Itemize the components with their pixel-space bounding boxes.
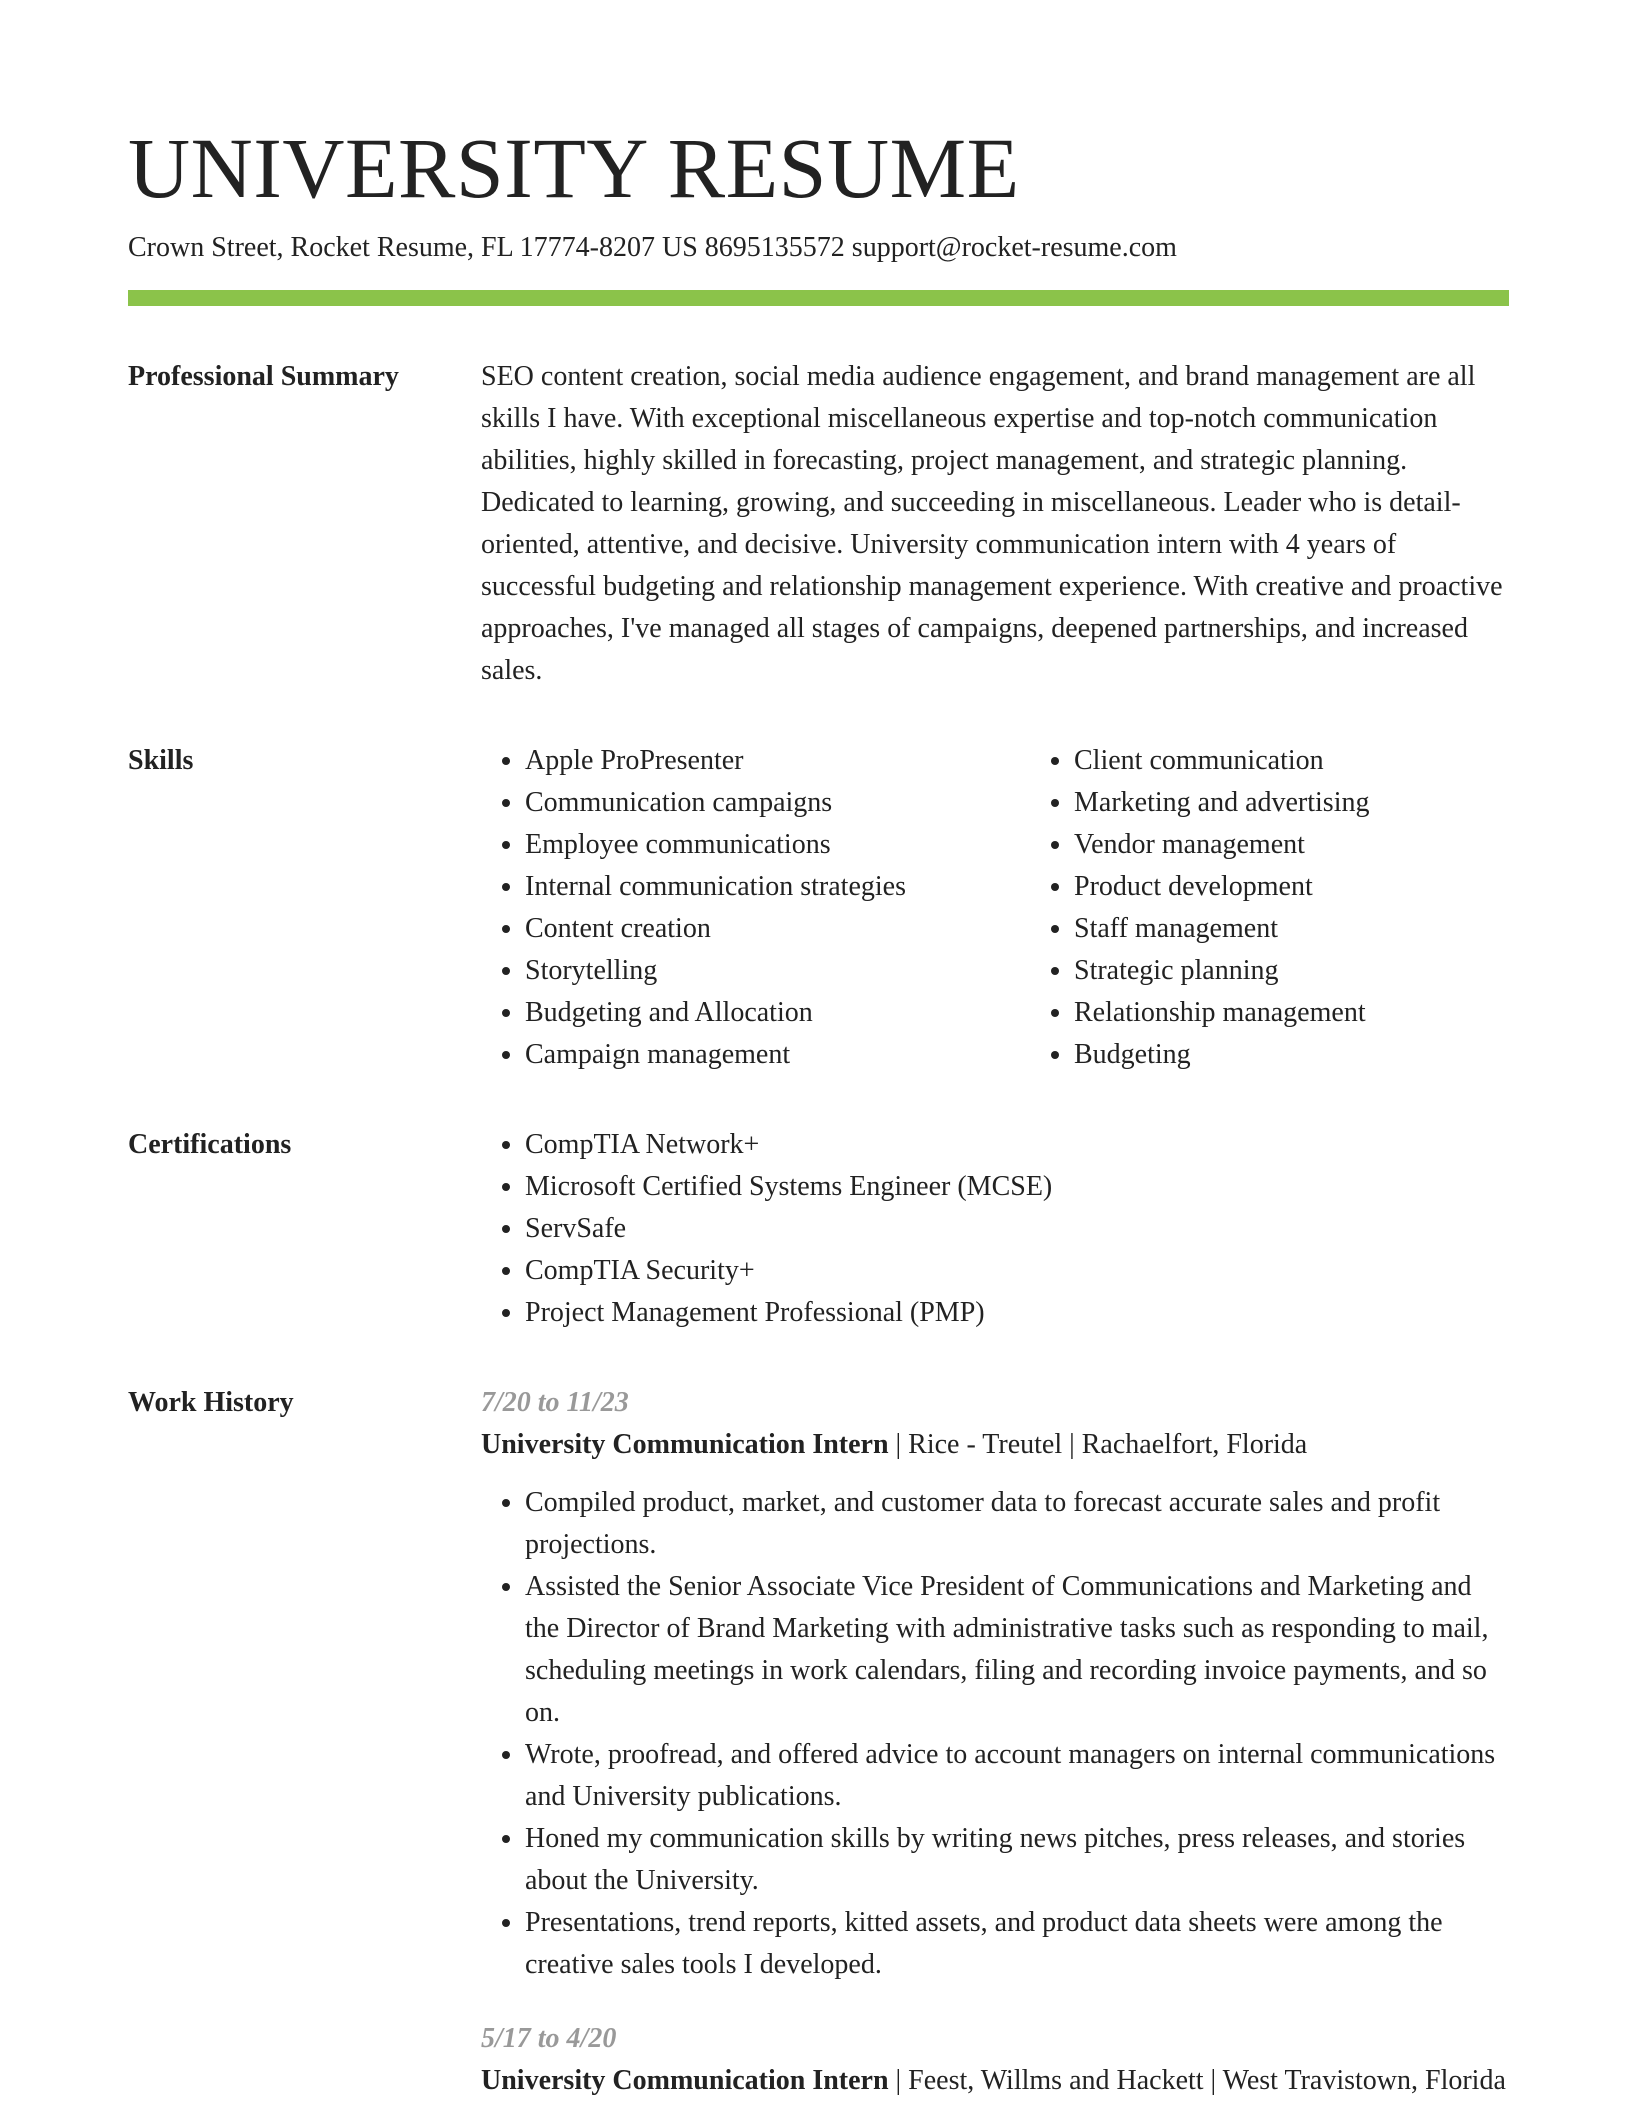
certifications-body (481, 1124, 1509, 1334)
skills-list-right (1030, 740, 1579, 1076)
certification-item: • Project Management Professional (PMP) (525, 1292, 1509, 1334)
skill-item: • Employee communications (525, 824, 1030, 866)
job-bullet: • Compiled product, market, and customer data to forecast accurate sales and profit projections. (525, 1482, 1509, 1566)
header-divider (128, 290, 1509, 306)
section-title: Certifications (128, 1129, 292, 1160)
section-title: Professional Summary (128, 361, 399, 392)
job-entry (481, 1382, 1509, 1986)
skill-item: • Content creation (525, 908, 1030, 950)
contact-line: Crown Street, Rocket Resume, FL 17774-8207 US 8695135572 support@rocket-resume.com (128, 232, 1177, 263)
resume-name: UNIVERSITY RESUME (128, 120, 1020, 216)
skill-item: • Budgeting and Allocation (525, 992, 1030, 1034)
work-history-section (128, 1382, 1509, 2102)
job-bullet: • Wrote, proofread, and offered advice to account managers on internal communications and University publications. (525, 1734, 1509, 1818)
skills-grid (481, 740, 1579, 1076)
certifications-section (128, 1124, 1509, 1334)
job-dates: 5/17 to 4/20 (481, 2023, 617, 2054)
skill-item: • Communication campaigns (525, 782, 1030, 824)
skills-section (128, 740, 1509, 1076)
certification-item: • Microsoft Certified Systems Engineer (MCSE) (525, 1166, 1509, 1208)
skill-item: • Apple ProPresenter (525, 740, 1030, 782)
skill-item: • Strategic planning (1074, 950, 1579, 992)
skill-item: • Client communication (1074, 740, 1579, 782)
skill-item: • Storytelling (525, 950, 1030, 992)
skill-item: • Vendor management (1074, 824, 1579, 866)
job-title: University Communication Intern (481, 1429, 889, 1460)
skills-list-left (481, 740, 1030, 1076)
work-history-body (481, 1382, 1509, 2102)
job-title: University Communication Intern (481, 2065, 889, 2096)
job-dates: 7/20 to 11/23 (481, 1387, 629, 1418)
job-bullet: • Honed my communication skills by writing news pitches, press releases, and stories about the University. (525, 1818, 1509, 1902)
section-title: Skills (128, 745, 194, 776)
certification-item: • CompTIA Security+ (525, 1250, 1509, 1292)
job-bullet: • Presentations, trend reports, kitted assets, and product data sheets were among the creative sales tools I developed. (525, 1902, 1509, 1986)
summary-text: SEO content creation, social media audience engagement, and brand management are all skills I have. With exceptional miscellaneous expertise and top-notch communication abilities, highly skilled in forecasting, project management, and strategic planning. Dedicated to learning, growing, and succeeding in miscellaneous. Leader who is detail-oriented, attentive, and decisive. University communication intern with 4 years of successful budgeting and relationship management experience. With creative and proactive approaches, I've managed all stages of campaigns, deepened partnerships, and increased sales. (481, 361, 1503, 686)
job-heading (481, 1424, 1509, 1466)
summary-body (481, 356, 1509, 692)
job-heading (481, 2060, 1509, 2102)
certifications-list (481, 1124, 1509, 1334)
resume-page (128, 118, 1509, 2102)
job-details: | Rice - Treutel | Rachaelfort, Florida (888, 1429, 1308, 1460)
job-entry (481, 2018, 1509, 2102)
skill-item: • Product development (1074, 866, 1579, 908)
skill-item: • Staff management (1074, 908, 1579, 950)
skill-item: • Marketing and advertising (1074, 782, 1579, 824)
certification-item: • ServSafe (525, 1208, 1509, 1250)
skill-item: • Internal communication strategies (525, 866, 1030, 908)
certification-item: • CompTIA Network+ (525, 1124, 1509, 1166)
skill-item: • Budgeting (1074, 1034, 1579, 1076)
job-bullet: • Assisted the Senior Associate Vice President of Communications and Marketing and the Director of Brand Marketing with administrative tasks such as responding to mail, scheduling meetings in work calendars, filing and recording invoice payments, and so on. (525, 1566, 1509, 1734)
skill-item: • Campaign management (525, 1034, 1030, 1076)
skill-item: • Relationship management (1074, 992, 1579, 1034)
job-bullets (481, 1482, 1509, 1986)
summary-section (128, 356, 1509, 692)
section-title: Work History (128, 1387, 294, 1418)
job-details: | Feest, Willms and Hackett | West Travistown, Florida (888, 2065, 1506, 2096)
